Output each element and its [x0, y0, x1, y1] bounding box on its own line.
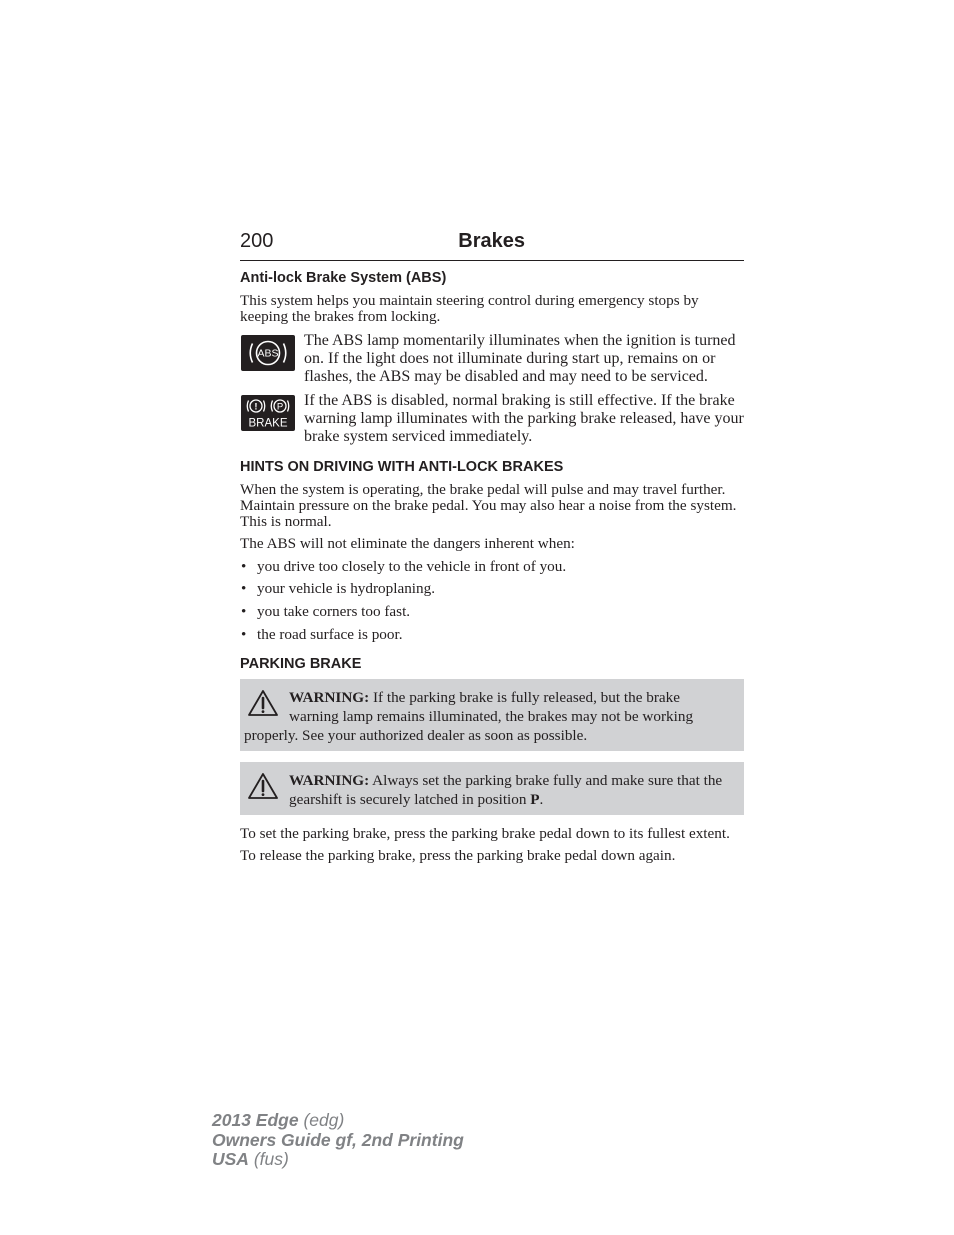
set-parking-brake-text: To set the parking brake, press the parking brake pedal down to its fullest extent.: [240, 825, 730, 843]
hints-bullet-list: [240, 559, 744, 643]
abs-warning-lamp-icon: [241, 335, 295, 371]
page-header: [240, 229, 744, 261]
hints-heading: HINTS ON DRIVING WITH ANTI-LOCK BRAKES: [240, 458, 564, 475]
abs-lamp-text: The ABS lamp momentarily illuminates when the ignition is turned on. If the light does not illuminate during start up, remains on or flashes, the ABS may be disabled and may need to be serviced.: [304, 331, 736, 385]
warning-triangle-icon: [246, 688, 280, 718]
warning-triangle-icon: [246, 771, 280, 801]
footer-line-market: USA (fus): [212, 1149, 289, 1169]
brake-lamp-paragraph: [240, 392, 744, 446]
bullet-icon: •: [241, 557, 247, 575]
hints-paragraph-1: When the system is operating, the brake pedal will pulse and may travel further. Maintain pressure on the brake pedal. You may also hear a noise from the system. This is normal.: [240, 480, 737, 531]
warning-text-2: WARNING: Always set the parking brake fully and make sure that the gearshift is securely latched in position P.: [289, 772, 723, 809]
list-item: • you take corners too fast.: [241, 603, 411, 621]
bullet-icon: •: [241, 625, 247, 643]
abs-intro: This system helps you maintain steering control during emergency stops by keeping the brakes from locking.: [240, 292, 699, 326]
list-item: • the road surface is poor.: [241, 625, 403, 643]
svg-text:!: !: [254, 401, 258, 413]
bullet-icon: •: [241, 580, 247, 598]
list-item: • you drive too closely to the vehicle in front of you.: [241, 557, 567, 575]
footer-line-guide: Owners Guide gf, 2nd Printing: [212, 1129, 464, 1150]
page-number: 200: [240, 230, 274, 252]
abs-heading: Anti-lock Brake System (ABS): [240, 270, 447, 286]
page-footer: [212, 1111, 464, 1170]
warning-box-1: [240, 679, 744, 751]
list-item: • your vehicle is hydroplaning.: [241, 580, 435, 598]
parking-brake-heading: PARKING BRAKE: [240, 656, 362, 673]
release-parking-brake-text: To release the parking brake, press the parking brake pedal down again.: [240, 847, 676, 865]
hints-paragraph-2: The ABS will not eliminate the dangers inherent when:: [240, 535, 575, 553]
brake-lamp-text: If the ABS is disabled, normal braking is still effective. If the brake warning lamp illuminates with the parking brake released, have your brake system serviced immediately.: [304, 391, 744, 445]
manual-page: [240, 229, 744, 871]
svg-text:BRAKE: BRAKE: [248, 417, 288, 430]
chapter-title: Brakes: [458, 230, 525, 252]
bullet-icon: •: [241, 603, 247, 621]
warning-box-2: [240, 762, 744, 815]
footer-line-model: 2013 Edge (edg): [212, 1110, 345, 1130]
brake-warning-lamp-icon: [241, 395, 295, 431]
svg-text:P: P: [276, 401, 284, 413]
svg-text:ABS: ABS: [257, 347, 279, 360]
warning-text-1: WARNING: If the parking brake is fully released, but the brake warning lamp remains illuminated, the brakes may not be working properly. See your authorized dealer as soon as possible.: [244, 689, 694, 745]
abs-lamp-paragraph: [240, 332, 744, 386]
